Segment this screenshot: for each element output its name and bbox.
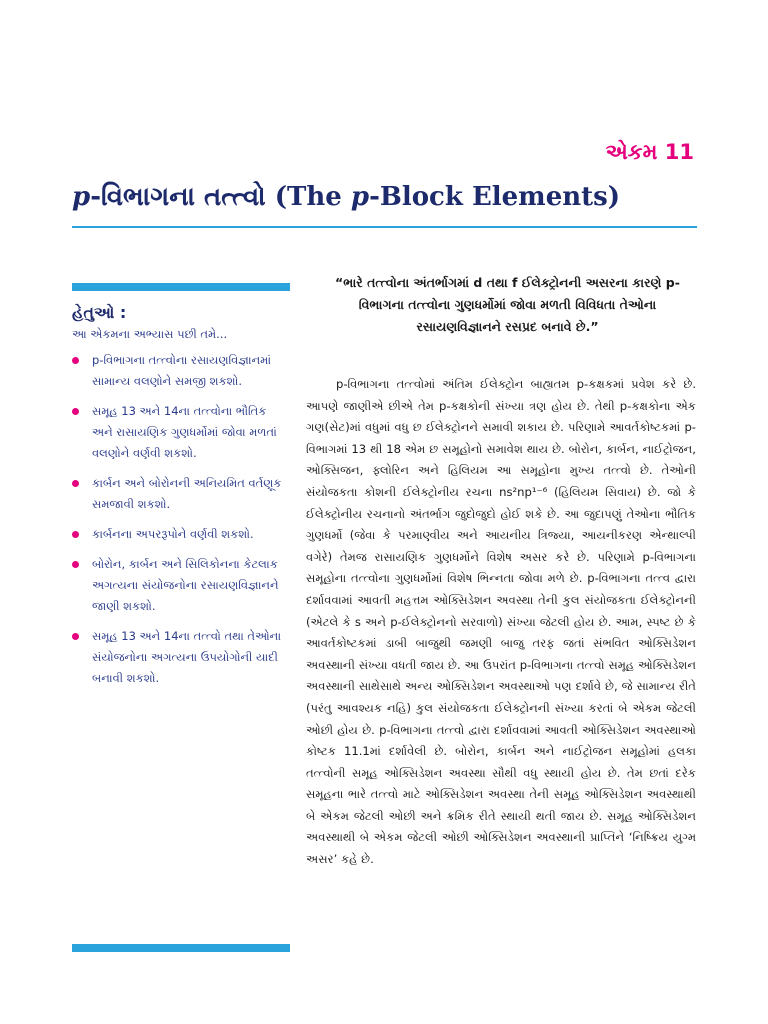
objective-item [72,401,290,464]
title-p-italic-2: p [350,182,370,212]
body-paragraph: p-વિભાગના તત્ત્વોમાં અંતિમ ઈલેક્ટ્રોન બાહ્યતમ p-કક્ષકમાં પ્રવેશ કરે છે. આપણે જાણીએ છીએ તેમ p-કક્ષકોની સંખ્યા ત્રણ હોય છે. તેથી p-કક્ષકોના એક ગણ(સેટ)માં વધુમાં વધુ છ ઈલેક્ટ્રોનને સમાવી શકાય છે. પરિણામે આવર્તકોષ્ટકમાં p-વિભાગમાં 13 થી 18 એમ છ સમૂહોનો સમાવેશ થાય છે. બોરોન, કાર્બન, નાઈટ્રોજન, ઓક્સિજન, ફ્લોરિન અને હિલિયમ આ સમૂહોના મુખ્ય તત્ત્વો છે. તેઓની સંયોજકતા કોશની ઈલેક્ટ્રોનીય રચના ns²np¹⁻⁶ (હિલિયમ સિવાય) છે. જો કે ઈલેક્ટ્રોનીય રચનાનો અંતર્ભાગ જુદોજુદો હોઈ શકે છે. આ જુદાપણું તેઓના ભૌતિક ગુણધર્મો (જેવા કે પરમાણ્વીય અને આયનીય ત્રિજ્યા, આયનીકરણ એન્થાલ્પી વગેરે) તેમજ રાસાયણિક ગુણધર્મોને વિશેષ અસર કરે છે. પરિણામે p-વિભાગના સમૂહોના તત્ત્વોના ગુણધર્મોમાં વિશેષ ભિન્નતા જોવા મળે છે. p-વિભાગના તત્ત્વ દ્વારા દર્શાવવામાં આવતી મહત્તમ ઓક્સિડેશન અવસ્થા તેની કુલ સંયોજકતા ઈલેક્ટ્રોનની (એટલે કે s અને p-ઈલેક્ટ્રોનનો સરવાળો) સંખ્યા જેટલી હોય છે. આમ, સ્પષ્ટ છે કે આવર્તકોષ્ટકમાં ડાબી બાજુથી જમણી બાજુ તરફ જતાં સંભવિત ઓક્સિડેશન અવસ્થાની સંખ્યા વધતી જાય છે. આ ઉપરાંત p-વિભાગના તત્ત્વો સમૂહ ઓક્સિડેશન અવસ્થાની સાથેસાથે અન્ય ઓક્સિડેશન અવસ્થાઓ પણ દર્શાવે છે, જે સામાન્ય રીતે (પરંતુ આવશ્યક નહિ) કુલ સંયોજકતા ઈલેક્ટ્રોનની સંખ્યા કરતાં બે એકમ જેટલી ઓછી હોય છે. p-વિભાગના તત્ત્વો દ્વારા દર્શાવવામાં આવતી ઓક્સિડેશન અવસ્થાઓ કોષ્ટક 11.1માં દર્શાવેલી છે. બોરોન, કાર્બન અને નાઈટ્રોજન સમૂહોમાં હલકા તત્ત્વોની સમૂહ ઓક્સિડેશન અવસ્થા સૌથી વધુ સ્થાયી હોય છે. તેમ છતાં દરેક સમૂહના ભારે તત્ત્વો માટે ઓક્સિડેશન અવસ્થા તેની સમૂહ ઓક્સિડેશન અવસ્થાથી બે એકમ જેટલી ઓછી અને ક્રમિક રીતે સ્થાયી થતી જાય છે. સમૂહ ઓક્સિડેશન અવસ્થાથી બે એકમ જેટલી ઓછી ઓક્સિડેશન અવસ્થાની પ્રાપ્તિને ‘નિષ્ક્રિય યુગ્મ અસર’ કહે છે. [306,377,696,867]
objectives-heading: હેતુઓ : [72,303,127,322]
objective-text: કાર્બનના અપરરૂપોને વર્ણવી શકશો. [92,527,254,541]
bullet-icon [72,480,79,487]
title-p-italic: p [72,182,91,212]
objective-item [72,473,290,515]
objective-item [72,350,290,392]
chapter-title [72,182,620,213]
body-text [306,374,696,871]
objectives-top-bar [72,283,290,291]
bullet-icon [72,633,79,640]
objective-item [72,554,290,617]
objectives-bottom-bar [72,944,290,952]
bullet-icon [72,531,79,538]
objective-text: સમૂહ 13 અને 14ના તત્ત્વોના ભૌતિક અને રાસાયણિક ગુણધર્મોમાં જોવા મળતાં વલણોને વર્ણવી શકશો. [92,404,277,460]
bullet-icon [72,357,79,364]
epigraph-quote: “ભારે તત્ત્વોના અંતર્ભાગમાં d તથા f ઈલેક્ટ્રોનની અસરના કારણે p-વિભાગના તત્ત્વોના ગુણધર્મોમાં જોવા મળતી વિવિધતા તેઓના રસાયણવિજ્ઞાનને રસપ્રદ બનાવે છે.” [335,275,680,334]
objective-text: p-વિભાગના તત્ત્વોના રસાયણવિજ્ઞાનમાં સામાન્ય વલણોને સમજી શકશો. [92,353,272,388]
objective-text: બોરોન, કાર્બન અને સિલિકોનના કેટલાક અગત્યના સંયોજનોના રસાયણવિજ્ઞાનને જાણી શકશો. [92,557,279,613]
objectives-box [72,283,290,698]
bullet-icon [72,561,79,568]
objective-text: સમૂહ 13 અને 14ના તત્ત્વો તથા તેઓના સંયોજનોના અગત્યના ઉપયોગોની યાદી બનાવી શકશો. [92,629,282,685]
bullet-icon [72,408,79,415]
objective-item [72,626,290,689]
objectives-list [72,350,290,689]
objective-item [72,524,290,545]
title-part-gujarati: -વિભાગના તત્ત્વો (The [90,182,351,212]
title-part-english: -Block Elements) [369,182,621,212]
title-rule [72,226,697,228]
objective-text: કાર્બન અને બોરોનની અનિયમિત વર્તણૂક સમજાવી શકશો. [92,476,282,511]
objectives-intro: આ એકમના અભ્યાસ પછી તમે... [72,327,228,341]
unit-label: એકમ 11 [605,140,694,164]
